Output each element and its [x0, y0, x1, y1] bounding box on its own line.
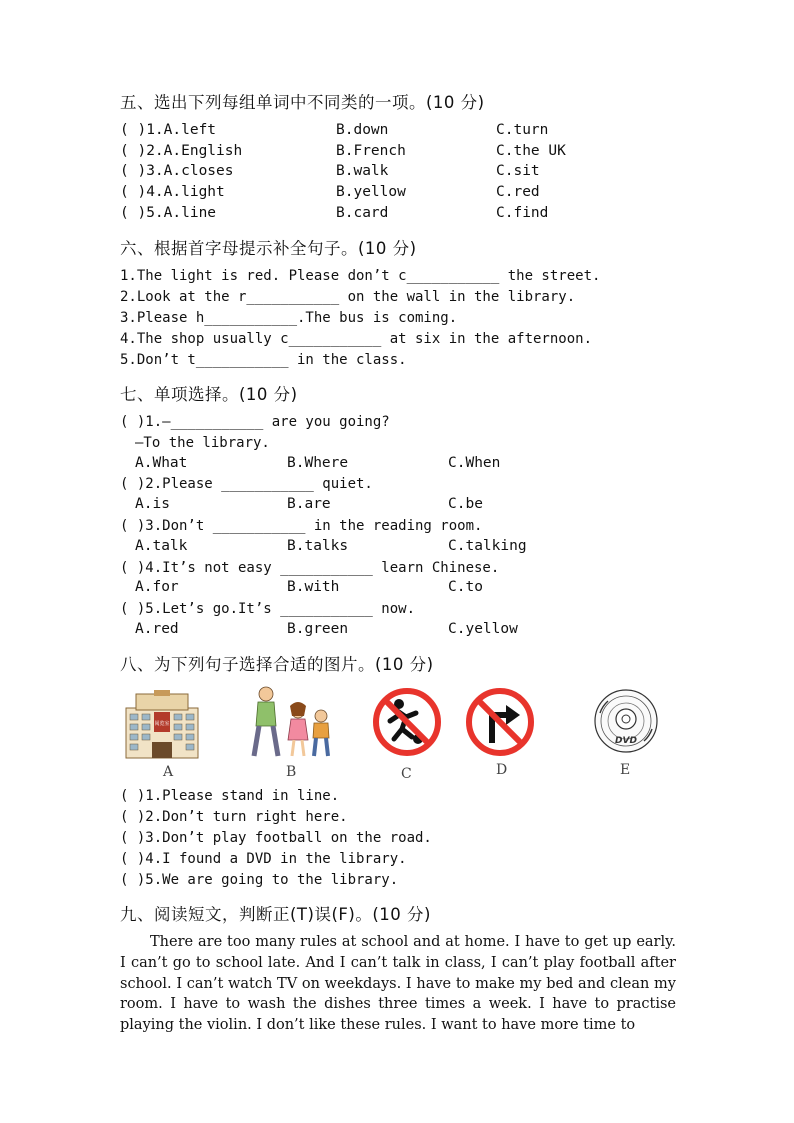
- s7-o3-c: C.talking: [448, 538, 527, 554]
- s7-o4-a: A.for: [135, 579, 179, 595]
- section6-heading: 六、根据首字母提示补全句子。(10 分): [120, 239, 417, 258]
- s5-item-4-c: C.red: [496, 184, 540, 200]
- s7-o1-b: B.Where: [287, 455, 349, 471]
- s5-row-3: [120, 163, 720, 183]
- s5-item-5-c: C.find: [496, 205, 549, 221]
- s7-q5: ( )5.Let’s go.It’s ___________ now.: [120, 601, 416, 617]
- s7-o5-c: C.yellow: [448, 621, 518, 637]
- dvd-text: DVD: [615, 736, 637, 746]
- s5-item-3-c: C.sit: [496, 163, 540, 179]
- s7-o5-a: A.red: [135, 621, 179, 637]
- section7-heading: 七、单项选择。(10 分): [120, 385, 298, 404]
- s5-item-2-b: B.French: [336, 143, 406, 159]
- s8-line-1: ( )1.Please stand in line.: [120, 788, 340, 804]
- s5-item-2-c: C.the UK: [496, 143, 566, 159]
- section9-heading: 九、阅读短文，判断正(T)误(F)。(10 分): [120, 905, 431, 924]
- s5-item-5-a: ( )5.A.line: [120, 205, 217, 221]
- s6-line-5: 5.Don’t t___________ in the class.: [120, 352, 407, 368]
- no-football-sign-image: [372, 687, 442, 757]
- s6-line-2: 2.Look at the r___________ on the wall in the library.: [120, 289, 576, 305]
- s7-o2: [135, 496, 735, 516]
- s7-o2-a: A.is: [135, 496, 170, 512]
- s7-q2: ( )2.Please ___________ quiet.: [120, 476, 373, 492]
- s7-q1: ( )1.—___________ are you going?: [120, 414, 390, 430]
- s5-item-2-a: ( )2.A.English: [120, 143, 243, 159]
- s5-row-5: [120, 205, 720, 225]
- s5-row-1: [120, 122, 720, 142]
- picture-label-d: D: [496, 762, 508, 778]
- s7-o3-a: A.talk: [135, 538, 188, 554]
- no-right-turn-sign-image: [464, 687, 536, 757]
- library-building-image: [124, 690, 200, 760]
- s7-o4: [135, 579, 735, 599]
- s8-line-3: ( )3.Don’t play football on the road.: [120, 830, 432, 846]
- s7-q4: ( )4.It’s not easy ___________ learn Chinese.: [120, 560, 500, 576]
- s5-item-3-b: B.walk: [336, 163, 389, 179]
- s7-o3: [135, 538, 735, 558]
- s7-o2-b: B.are: [287, 496, 331, 512]
- dvd-disc-image: [592, 687, 660, 755]
- s8-line-2: ( )2.Don’t turn right here.: [120, 809, 348, 825]
- picture-strip: [120, 684, 665, 784]
- people-in-line-image: [246, 686, 336, 760]
- s5-item-1-a: ( )1.A.left: [120, 122, 217, 138]
- section5-heading: 五、选出下列每组单词中不同类的一项。(10 分): [120, 93, 485, 112]
- s6-line-3: 3.Please h___________.The bus is coming.: [120, 310, 458, 326]
- s5-row-4: [120, 184, 720, 204]
- s5-item-4-a: ( )4.A.light: [120, 184, 225, 200]
- s7-o4-c: C.to: [448, 579, 483, 595]
- picture-label-b: B: [286, 764, 297, 780]
- s8-line-4: ( )4.I found a DVD in the library.: [120, 851, 407, 867]
- reading-passage: [120, 932, 676, 1036]
- s8-line-5: ( )5.We are going to the library.: [120, 872, 399, 888]
- picture-label-e: E: [620, 762, 631, 778]
- picture-label-a: A: [163, 764, 174, 780]
- s6-line-1: 1.The light is red. Please don’t c___________ the street.: [120, 268, 601, 284]
- picture-label-c: C: [401, 766, 412, 782]
- s7-o1: [135, 455, 735, 475]
- section8-heading: 八、为下列句子选择合适的图片。(10 分): [120, 655, 434, 674]
- s7-o3-b: B.talks: [287, 538, 349, 554]
- library-sign-text: 阅览室: [154, 721, 170, 727]
- s7-o2-c: C.be: [448, 496, 483, 512]
- s7-o5-b: B.green: [287, 621, 349, 637]
- s5-item-3-a: ( )3.A.closes: [120, 163, 234, 179]
- s5-row-2: [120, 143, 720, 163]
- s6-line-4: 4.The shop usually c___________ at six in the afternoon.: [120, 331, 593, 347]
- s5-item-1-b: B.down: [336, 122, 389, 138]
- s5-item-1-c: C.turn: [496, 122, 549, 138]
- s5-item-4-b: B.yellow: [336, 184, 406, 200]
- s7-q1-answer: —To the library.: [135, 435, 270, 451]
- s7-o5: [135, 621, 735, 641]
- s7-o4-b: B.with: [287, 579, 340, 595]
- s7-q3: ( )3.Don’t ___________ in the reading room.: [120, 518, 483, 534]
- reading-passage-text: There are too many rules at school and at home. I have to get up early. I can’t go to school late. And I can’t talk in class, I can’t play football after school. I can’t watch TV on weekdays. I have to make my bed and clean my room. I have to wash the dishes three times a week. I have to practise playing the violin. I don’t like these rules. I want to have more time to: [120, 934, 676, 1034]
- s7-o1-a: A.What: [135, 455, 188, 471]
- s7-o1-c: C.When: [448, 455, 501, 471]
- s5-item-5-b: B.card: [336, 205, 389, 221]
